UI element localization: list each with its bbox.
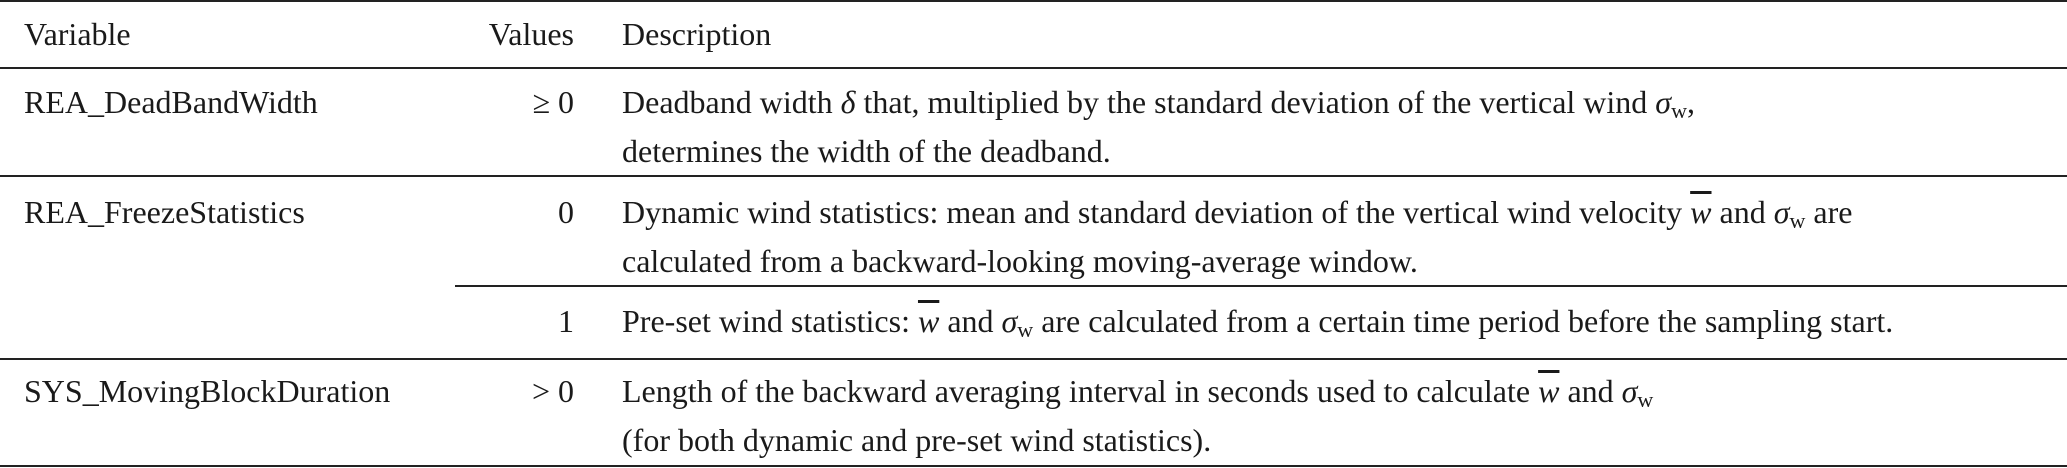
sigma-symbol: σ [1621, 373, 1638, 409]
subscript-w: w [1637, 387, 1654, 412]
subscript-w: w [1671, 98, 1687, 123]
subscript-w: w [1789, 208, 1806, 233]
header-rule [0, 67, 2067, 69]
desc-line-2: (for both dynamic and pre-set wind statistics). [622, 422, 1212, 458]
w-bar-symbol: $\overline{w}$ [917, 303, 940, 339]
delta-symbol: δ [840, 84, 856, 120]
header-variable: Variable [24, 16, 131, 52]
top-rule [0, 0, 2067, 2]
row-rule-2-partial [455, 285, 2067, 287]
desc-text: and [1711, 194, 1774, 230]
row-deadbandwidth-description [622, 86, 1695, 167]
desc-line-2: calculated from a backward-looking moving-average window. [622, 243, 1418, 279]
row-freezestatistics-description-0 [622, 196, 1852, 277]
desc-line-2: determines the width of the deadband. [622, 133, 1111, 169]
row-deadbandwidth-variable: REA_DeadBandWidth [24, 84, 318, 120]
bottom-rule [0, 465, 2067, 467]
desc-text: and [1559, 373, 1622, 409]
row-freezestatistics-variable: REA_FreezeStatistics [24, 194, 305, 230]
sigma-symbol: σ [1655, 84, 1672, 120]
row-rule-3 [0, 358, 2067, 360]
w-bar-symbol: $\overline{w}$ [1538, 373, 1560, 409]
row-movingblockduration-value: > 0 [531, 373, 574, 409]
desc-text: Dynamic wind statistics: mean and standard deviation of the vertical wind velocity [622, 194, 1691, 230]
row-rule-1 [0, 175, 2067, 177]
row-freezestatistics-value-1: 1 [558, 303, 574, 339]
row-deadbandwidth-value: ≥ 0 [532, 84, 574, 120]
desc-text: Deadband width [622, 84, 841, 120]
header-values: Values [488, 16, 574, 52]
row-movingblockduration-description [622, 375, 1653, 456]
row-freezestatistics-description-1 [622, 305, 1893, 341]
desc-text: and [939, 303, 1002, 339]
row-movingblockduration-variable: SYS_MovingBlockDuration [24, 373, 391, 409]
desc-text: that, multiplied by the standard deviation of the vertical wind [855, 84, 1656, 120]
desc-text: , [1686, 84, 1695, 120]
desc-text: Pre-set wind statistics: [622, 303, 918, 339]
desc-text: are [1805, 194, 1853, 230]
subscript-w: w [1017, 317, 1034, 342]
desc-text: are calculated from a certain time period before the sampling start. [1033, 303, 1894, 339]
row-freezestatistics-value-0: 0 [558, 194, 574, 230]
header-description: Description [622, 16, 772, 52]
sigma-symbol: σ [1001, 303, 1018, 339]
sigma-symbol: σ [1773, 194, 1790, 230]
desc-text: Length of the backward averaging interval in seconds used to calculate [622, 373, 1539, 409]
w-bar-symbol: $\overline{w}$ [1690, 194, 1712, 230]
